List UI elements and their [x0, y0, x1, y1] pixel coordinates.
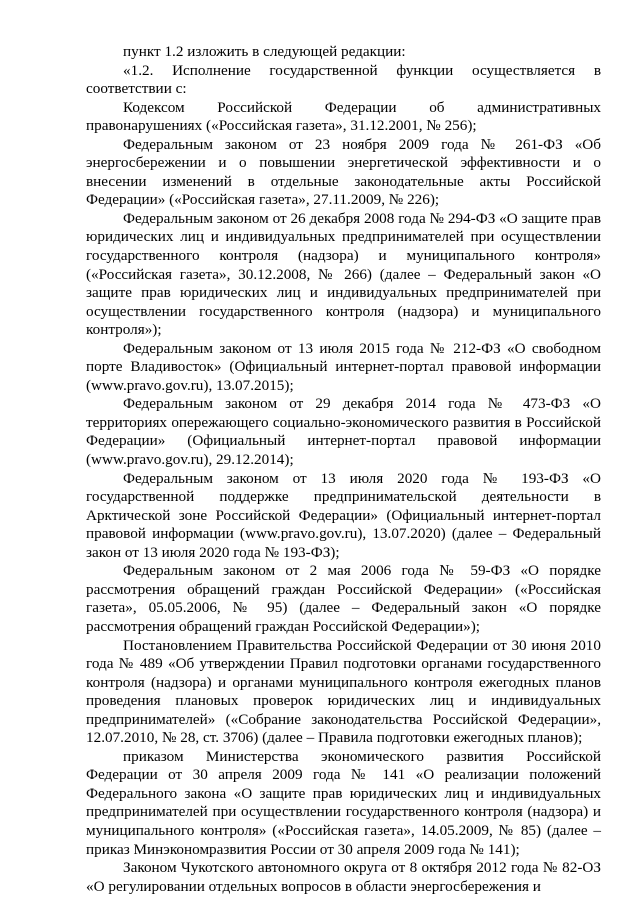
paragraph-law-473: Федеральным законом от 29 декабря 2014 года № 473-ФЗ «О территориях опережающего социально-экономического развития в Российской Федерации» (Официальный интернет-портал правовой информации (www.pravo.gov.ru), 29.12.2014); — [86, 395, 601, 469]
paragraph-law-193: Федеральным законом от 13 июля 2020 года № 193-ФЗ «О государственной поддержке предпринимательской деятельности в Арктической зоне Российской Федерации» (Официальный интернет-портал правовой информации (www.pravo.gov.ru), 13.07.2020) (далее – Федеральный закон от 13 июля 2020 года № 193-ФЗ); — [86, 469, 601, 561]
paragraph-chukotka-law-82: Законом Чукотского автономного округа от 8 октября 2012 года № 82-ОЗ «О регулировании отдельных вопросов в области энергосбережения и — [86, 859, 601, 895]
paragraph-intro: пункт 1.2 изложить в следующей редакции: — [123, 43, 406, 60]
document-body — [86, 43, 601, 896]
paragraph-koap: Кодексом Российской Федерации об административных правонарушениях («Российская газета», 31.12.2001, № 256); — [86, 98, 601, 135]
paragraph-order-141: приказом Министерства экономического развития Российской Федерации от 30 апреля 2009 года № 141 «О реализации положений Федерального закона «О защите прав юридических лиц и индивидуальных предпринимателей при осуществлении государственного контроля (надзора) и муниципального контроля» («Российская газета», 14.05.2009, № 85) (далее – приказ Минэкономразвития России от 30 апреля 2009 года № 141); — [86, 747, 601, 858]
paragraph-law-59: Федеральным законом от 2 мая 2006 года № 59-ФЗ «О порядке рассмотрения обращений граждан Российской Федерации» («Российская газета», 05.05.2006, № 95) (далее – Федеральный закон «О порядке рассмотрения обращений граждан Российской Федерации»); — [86, 562, 601, 635]
paragraph-resolution-489: Постановлением Правительства Российской Федерации от 30 июня 2010 года № 489 «Об утверждении Правил подготовки органами государственного контроля (надзора) и органами муниципального контроля ежегодных планов проведения плановых проверок юридических лиц и индивидуальных предпринимателей» («Собрание законодательства Российской Федерации», 12.07.2010, № 28, ст. 3706) (далее – Правила подготовки ежегодных планов); — [86, 636, 601, 747]
paragraph-law-212: Федеральным законом от 13 июля 2015 года № 212-ФЗ «О свободном порте Владивосток» (Официальный интернет-портал правовой информации (www.pravo.gov.ru), 13.07.2015); — [86, 339, 601, 394]
paragraph-clause-1-2: «1.2. Исполнение государственной функции осуществляется в соответствии с: — [86, 61, 601, 98]
paragraph-law-261: Федеральным законом от 23 ноября 2009 года № 261-ФЗ «Об энергосбережении и о повышении энергетической эффективности и о внесении изменений в отдельные законодательные акты Российской Федерации» («Российская газета», 27.11.2009, № 226); — [86, 135, 601, 209]
paragraph-law-294: Федеральным законом от 26 декабря 2008 года № 294-ФЗ «О защите прав юридических лиц и индивидуальных предпринимателей при осуществлении государственного контроля (надзора) и муниципального контроля» («Российская газета», 30.12.2008, № 266) (далее – Федеральный закон «О защите прав юридических лиц и индивидуальных предпринимателей при осуществлении государственного контроля (надзора) и муниципального контроля»); — [86, 209, 601, 339]
